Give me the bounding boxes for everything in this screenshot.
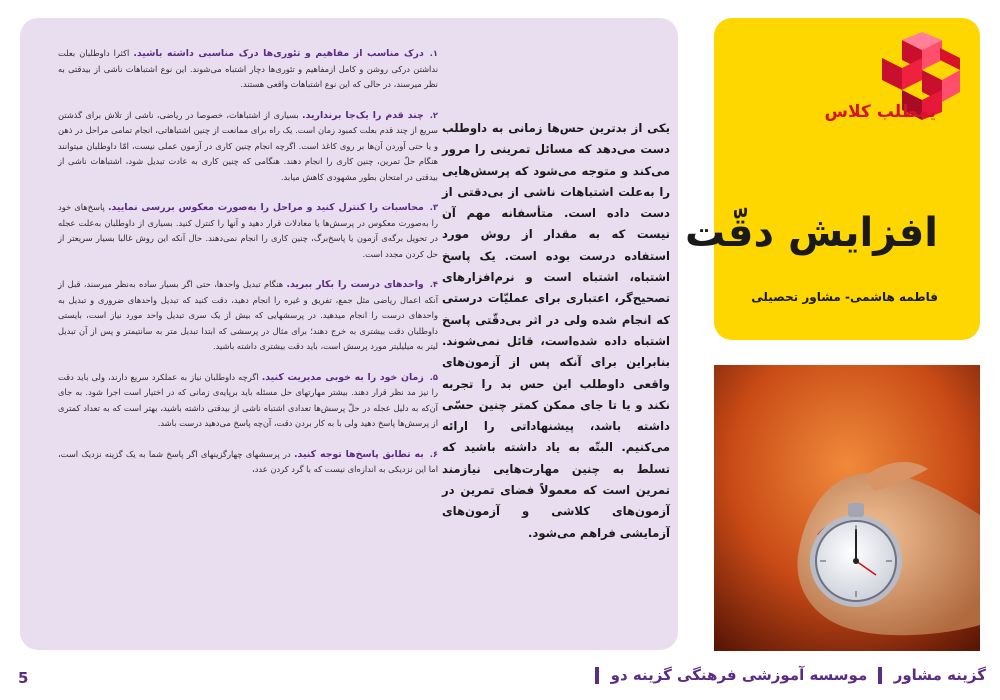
item-body: اکثرا داوطلبان بعلت نداشتن درکی روشن و کامل ازمفاهیم و تئوری‌ها دچار اشتباه می‌شوند. این نوع اشتباهات ناشی از بیدقتی به نظر میرسند، در حالی که این نوع اشتباهات واقعی هستند. [58, 48, 438, 89]
item-heading: به تطابق پاسخ‌ها توجه کنید. [294, 448, 424, 460]
divider [878, 667, 882, 684]
item-body: در پرسشهای چهارگزینهای اگر پاسخ شما به یک گزینه نزدیک است، اما این نزدیکی به اندازه‌ای نیست که با گرد کردن عدد، [58, 448, 438, 474]
item-number: ۱. [429, 48, 438, 58]
item-number: ۶. [429, 448, 438, 459]
item-heading: درک مناسب از مفاهیم و تئوری‌ها درک مناسبی داشته باشید. [133, 48, 424, 59]
tips-list [58, 46, 438, 493]
magazine-name: گزینه مشاور [893, 666, 986, 684]
item-body: هنگام تبدیل واحدها، حتی اگر بسیار ساده به‌نظر میرسند، قبل از آنکه اعمال ریاضی مثل جمع، تفریق و غیره را انجام دهید، دقت کنید که تبدیل واحدهای ضروری و تبدیل به واحدهای درست را انجام میدهید. در پرسشهایی که بیش از یک سری تبدیل واحد مورد نیاز است، بایستی داوطلبان دقت بیشتری به خرج دهند؛ برای مثال در پرسشی که ابتدا تبدیل متر به سانتیمتر و پس از آن تبدیل لیتر به میلیلیتر مورد پرسش است، باید دقت بیشتری داشته باشید. [58, 279, 438, 351]
list-item [58, 108, 438, 186]
list-item [58, 370, 438, 432]
list-item [58, 277, 438, 355]
item-heading: زمان خود را به خوبی مدیریت کنید. [261, 371, 424, 383]
item-body: پاسخ‌های خود را به‌صورت معکوس در پرسش‌ها یا معادلات قرار دهید و آنها را کنترل کنید. بسیاری از داوطلبان به‌علت عجله در تحویل برگه‌ی آزمون یا پاسخ‌برگ، چنین کاری را انجام نمی‌دهند. حال آنکه این روش غالبا بسیار سریعتر از حل کردن مجدد است. [58, 202, 438, 259]
item-heading: محاسبات را کنترل کنید و مراحل را به‌صورت معکوس بررسی نمایید. [107, 202, 424, 213]
item-heading: واحدهای درست را بکار ببرید. [286, 279, 424, 290]
list-item [58, 46, 438, 93]
publisher-name: موسسه آموزشی فرهنگی گزینه دو [610, 666, 868, 684]
author-line: فاطمه هاشمی- مشاور تحصیلی [751, 290, 938, 304]
intro-paragraph: یکی از بدترین حس‌ها زمانی به داوطلب دست می‌دهد که مسائل تمرینی را مرور می‌کند و متوجه می‌شود که پرسش‌هایی را به‌علت اشتباهات ناشی از بی‌دقتی از دست داده است. متأسفانه مهم آن نیست که به مقدار از روش مورد استفاده درست بوده است. یک پاسخ اشتباه، اشتباه است و نرم‌افزارهای تصحیح‌گر، اعتباری برای عملیّات درستی که انجام شده ولی در اثر بی‌دقّتی پاسخ اشتباه داده شده‌است، قائل نمی‌شوند. بنابراین برای آنکه پس از آزمون‌های واقعی داوطلب این حس بد را تجربه نکند و یا تا جای ممکن کمتر چنین حسّی داشته باشد، پیشنهاداتی را ارائه می‌کنیم. البتّه به یاد داشته باشید که تسلط به چنین مهارت‌هایی نیازمند تمرین است که معمولاً فضای تمرین در آزمون‌های کلاشی و آزمون‌های آزمایشی فراهم می‌شود. [442, 121, 670, 540]
item-body: اگرچه داوطلبان نیاز به عملکرد سریع دارند، ولی باید دقت را نیز مد نظر قرار دهند. بیشتر مهارتهای حل مسئله باید برپایه‌ی زمانی که در اختیار است اجرا شود. به جای آن‌که به دلیل عجله در حلّ پرسش‌ها تعدادی اشتباه ناشی از بیدقتی داشته باشید، بهتر است که به تعداد کمتری از پرسش‌ها پاسخ دهید ولی با به کار بردن دقت، آن‌چه پاسخ می‌دهید درست باشد. [58, 371, 438, 428]
item-body: بسیاری از اشتباهات، خصوصا در ریاضی، ناشی از تلاش برای گذشتن سریع از چند قدم بعلت کمبود زمان است. یک راه برای ممانعت از چنین اشتباهاتی، انجام تمامی مراحل در ذهن و یا حتی آوردن آن‌ها بر روی کاغذ است. اگرچه انجام چنین کاری در آزمون عملی نیست، امّا داوطلبان میتوانند هنگام حلّ تمرین، چنین کاری را انجام دهند. هنگامی که چنین کاری به عادت تبدیل شود، اشتباهات ناشی از بیدقتی در امتحان بطور مشهودی کاهش میابد. [58, 109, 438, 182]
brand-name: یمطلب کلاس [824, 102, 936, 122]
page-number: 5 [18, 669, 29, 687]
page-title: افزایش دقّت [684, 210, 938, 256]
stopwatch-photo [714, 365, 980, 651]
item-number: ۴. [429, 279, 438, 289]
list-item [58, 447, 438, 478]
item-number: ۲. [429, 109, 438, 120]
list-item [58, 200, 438, 262]
item-number: ۳. [429, 202, 439, 212]
divider [595, 667, 599, 684]
title-card [684, 18, 980, 340]
item-number: ۵. [429, 371, 438, 382]
item-heading: چند قدم را یک‌جا برندارید. [302, 109, 424, 121]
footer-branding [589, 666, 986, 684]
